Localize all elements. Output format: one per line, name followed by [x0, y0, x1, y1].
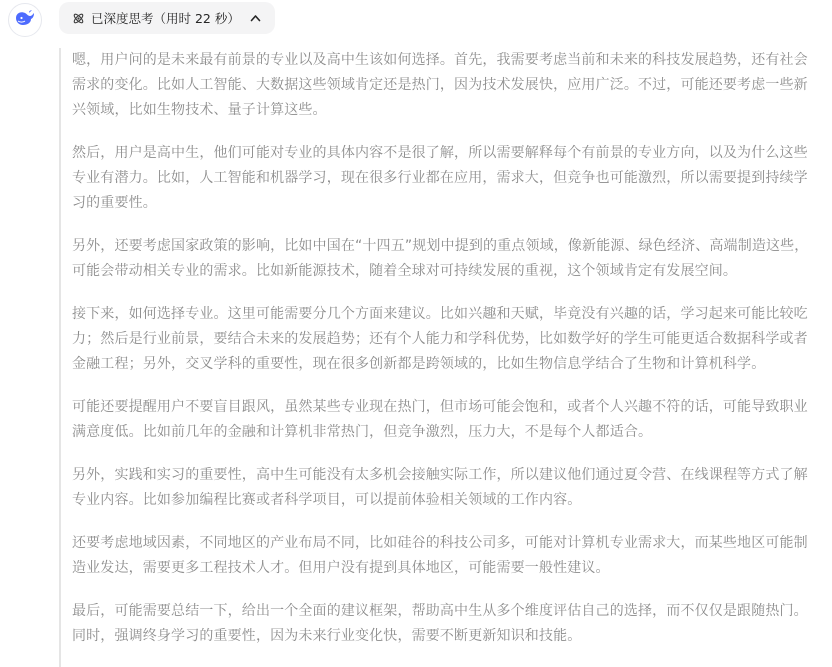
thought-paragraph: 然后，用户是高中生，他们可能对专业的具体内容不是很了解，所以需要解释每个有前景的专业方向，以及为什么这些专业有潜力。比如，人工智能和机器学习，现在很多行业都在应用，需求大，但竞争也可能激烈，所以需要提到持续学习的重要性。: [72, 145, 808, 211]
thought-paragraph: 可能还要提醒用户不要盲目跟风，虽然某些专业现在热门，但市场可能会饱和，或者个人兴趣不符的话，可能导致职业满意度低。比如前几年的金融和计算机非常热门，但竞争激烈，压力大，不是每个人都适合。: [72, 399, 808, 440]
atom-icon: [72, 12, 85, 25]
deep-thinking-toggle[interactable]: [59, 2, 275, 34]
thought-paragraph: 还要考虑地域因素，不同地区的产业布局不同，比如硅谷的科技公司多，可能对计算机专业需求大，而某些地区可能制造业发达，需要更多工程技术人才。但用户没有提到具体地区，可能需要一般性建议。: [72, 535, 808, 576]
thought-paragraph: 最后，可能需要总结一下，给出一个全面的建议框架，帮助高中生从多个维度评估自己的选择，而不仅仅是跟随热门。同时，强调终身学习的重要性，因为未来行业变化快，需要不断更新知识和技能。: [72, 603, 808, 644]
assistant-avatar: [8, 3, 42, 37]
thought-paragraph: 接下来，如何选择专业。这里可能需要分几个方面来建议。比如兴趣和天赋，毕竟没有兴趣的话，学习起来可能比较吃力；然后是行业前景，要结合未来的发展趋势；还有个人能力和学科优势，比如数学好的学生可能更适合数据科学或者金融工程；另外，交叉学科的重要性，现在很多创新都是跨领域的，比如生物信息学结合了生物和计算机科学。: [72, 306, 808, 372]
thought-paragraph: 嗯，用户问的是未来最有前景的专业以及高中生该如何选择。首先，我需要考虑当前和未来的科技发展趋势，还有社会需求的变化。比如人工智能、大数据这些领域肯定还是热门，因为技术发展快，应用广泛。不过，可能还要考虑一些新兴领域，比如生物技术、量子计算这些。: [72, 52, 808, 118]
thought-paragraph: 另外，实践和实习的重要性，高中生可能没有太多机会接触实际工作，所以建议他们通过夏令营、在线课程等方式了解专业内容。比如参加编程比赛或者科学项目，可以提前体验相关领域的工作内容。: [72, 467, 808, 508]
chevron-up-icon: [250, 14, 261, 22]
thought-paragraph: 另外，还要考虑国家政策的影响，比如中国在“十四五”规划中提到的重点领域，像新能源、绿色经济、高端制造这些，可能会带动相关专业的需求。比如新能源技术，随着全球对可持续发展的重视，这个领域肯定有发展空间。: [72, 238, 809, 279]
deep-thinking-label: 已深度思考（用时 22 秒）: [91, 11, 240, 26]
thinking-content: [59, 48, 811, 667]
deepseek-whale-logo-icon: [14, 9, 36, 31]
